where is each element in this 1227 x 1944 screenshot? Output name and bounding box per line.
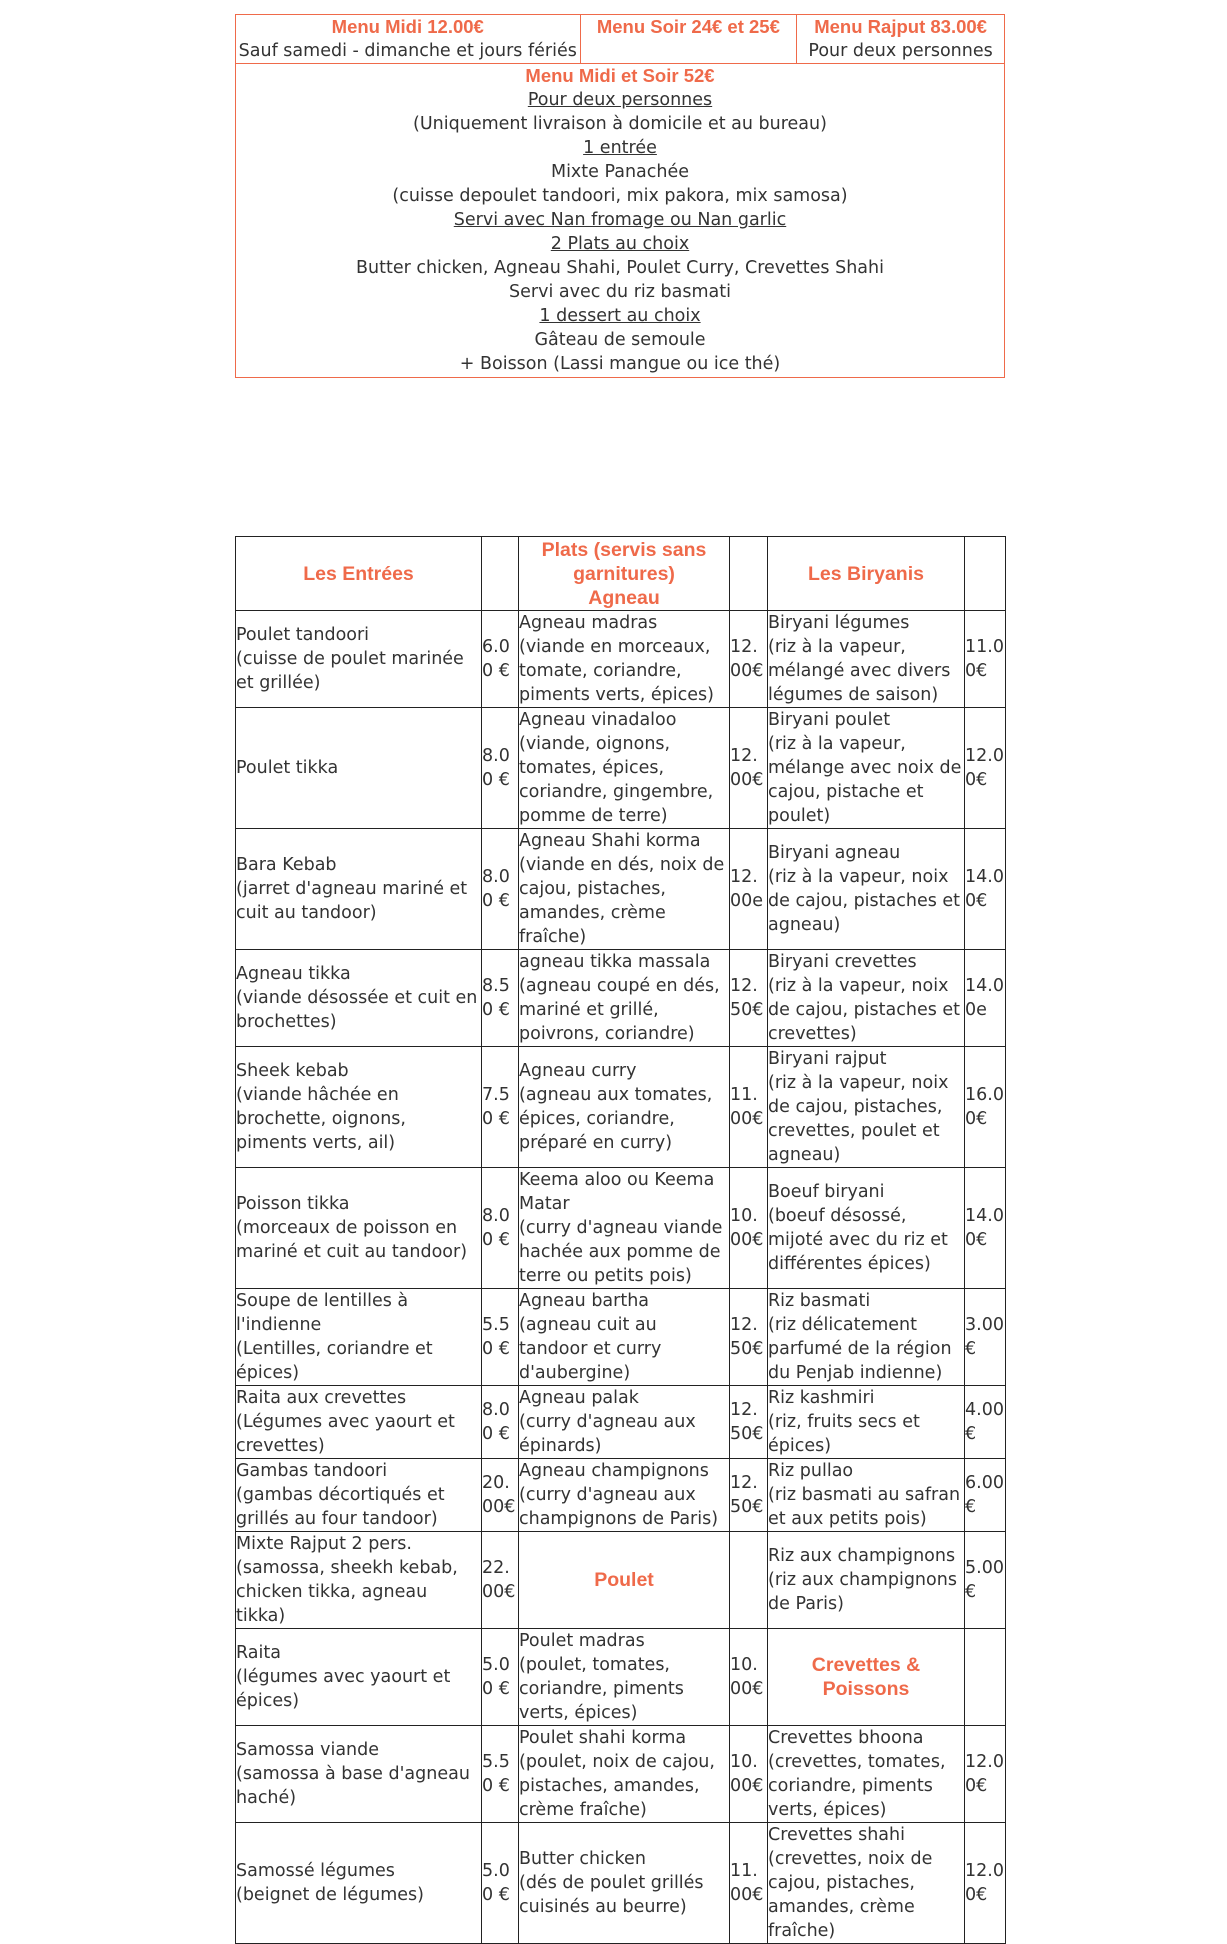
carte-body (236, 537, 1006, 1944)
plat-item (519, 1823, 730, 1944)
biryani-item (768, 1726, 965, 1823)
entree-price (482, 1823, 519, 1944)
plat-price-line: 10.00€ (730, 1206, 764, 1250)
menu-midi-soir-line: 1 dessert au choix (539, 306, 701, 326)
entree-item (236, 1629, 482, 1726)
carte-row (236, 1532, 1006, 1629)
plat-item-line: (poulet, tomates, coriandre, piments verts, épices) (519, 1655, 684, 1723)
plat-price-line: 12.50€ (730, 1473, 764, 1517)
carte-row (236, 950, 1006, 1047)
menu-midi-soir-line: Servi avec Nan fromage ou Nan garlic (453, 210, 787, 230)
entree-price (482, 1047, 519, 1168)
biryani-item (768, 1459, 965, 1532)
entree-item (236, 1168, 482, 1289)
biryani-price-line: 3.00 € (965, 1315, 1004, 1359)
plat-item-line: Keema aloo ou Keema Matar (519, 1170, 715, 1214)
biryani-item (768, 829, 965, 950)
entree-price (482, 1289, 519, 1386)
plat-price (730, 611, 768, 708)
biryani-item-line: (riz à la vapeur, mélangé avec divers légumes de saison) (768, 637, 951, 705)
section-agneau: Agneau (588, 586, 660, 609)
plat-item-line: (dés de poulet grillés cuisinés au beurre) (519, 1873, 704, 1917)
carte-row (236, 1289, 1006, 1386)
biryani-item-line: (riz à la vapeur, noix de cajou, pistaches, crevettes, poulet et agneau) (768, 1073, 949, 1165)
carte-row (236, 1823, 1006, 1944)
plat-price (730, 1823, 768, 1944)
entree-item-line: (samossa à base d'agneau haché) (236, 1764, 470, 1808)
carte-row (236, 708, 1006, 829)
plat-item (519, 1386, 730, 1459)
menu-soir-title: Menu Soir 24€ et 25€ (596, 16, 780, 37)
entree-price (482, 1386, 519, 1459)
entree-price-line: 5.00 € (482, 1655, 510, 1699)
entree-price (482, 950, 519, 1047)
entree-item-line: (viande désossée et cuit en brochettes) (236, 988, 478, 1032)
plat-price (730, 1532, 768, 1629)
plat-item (519, 1459, 730, 1532)
biryani-item-line: Riz pullao (768, 1461, 854, 1481)
entree-item-line: Agneau tikka (236, 964, 351, 984)
entree-item-line: Soupe de lentilles à l'indienne (236, 1291, 409, 1335)
carte-row (236, 829, 1006, 950)
entree-item-line: Sheek kebab (236, 1061, 349, 1081)
entree-item (236, 1532, 482, 1629)
biryani-item-line: (boeuf désossé, mijoté avec du riz et différentes épices) (768, 1206, 948, 1274)
biryani-item-line: (crevettes, tomates, coriandre, piments verts, épices) (768, 1752, 946, 1820)
menu-midi-title: Menu Midi 12.00€ (331, 16, 484, 37)
empty-cell (482, 537, 519, 611)
biryani-item-line: Biryani rajput (768, 1049, 887, 1069)
menu-rajput-title: Menu Rajput 83.00€ (814, 16, 987, 37)
plat-item-line: (poulet, noix de cajou, pistaches, amandes, crème fraîche) (519, 1752, 715, 1820)
menu-midi-soir-line: Butter chicken, Agneau Shahi, Poulet Curry, Crevettes Shahi (356, 258, 884, 278)
biryani-item-line: (riz à la vapeur, mélange avec noix de cajou, pistache et poulet) (768, 734, 962, 826)
plat-price-line: 12.00€ (730, 637, 764, 681)
biryani-item-line: (crevettes, noix de cajou, pistaches, amandes, crème fraîche) (768, 1849, 933, 1941)
plat-item (519, 1629, 730, 1726)
entree-item (236, 1459, 482, 1532)
biryani-price (965, 1386, 1006, 1459)
entree-item-line: Bara Kebab (236, 855, 337, 875)
plat-price (730, 708, 768, 829)
menu-midi-soir-line: (Uniquement livraison à domicile et au bureau) (413, 114, 827, 134)
carte-row (236, 1629, 1006, 1726)
plat-price-line: 10.00€ (730, 1752, 764, 1796)
entree-item (236, 1823, 482, 1944)
plat-item-line: Agneau champignons (519, 1461, 709, 1481)
biryani-price (965, 1289, 1006, 1386)
carte-row (236, 1168, 1006, 1289)
entree-item-line: Raita aux crevettes (236, 1388, 407, 1408)
carte-header-row (236, 537, 1006, 611)
biryani-item (768, 950, 965, 1047)
carte-row (236, 1386, 1006, 1459)
biryani-price-line: 5.00 € (965, 1558, 1004, 1602)
entree-price (482, 1726, 519, 1823)
entree-price-line: 22.00€ (482, 1558, 516, 1602)
entree-item (236, 1047, 482, 1168)
plat-item-line: Agneau Shahi korma (519, 831, 701, 851)
plat-item (519, 829, 730, 950)
entree-price-line: 5.50 € (482, 1315, 510, 1359)
entree-item-line: (légumes avec yaourt et épices) (236, 1667, 451, 1711)
entree-item-line: Poulet tandoori (236, 625, 370, 645)
entree-price (482, 1459, 519, 1532)
entree-price-line: 8.50 € (482, 976, 510, 1020)
biryani-item-line: Riz kashmiri (768, 1388, 875, 1408)
biryani-item-line: Biryani légumes (768, 613, 910, 633)
biryani-item (768, 611, 965, 708)
biryani-price (965, 1823, 1006, 1944)
biryani-item-line: Crevettes shahi (768, 1825, 905, 1845)
plat-item-line: (viande, oignons, tomates, épices, coriandre, gingembre, pomme de terre) (519, 734, 714, 826)
entree-item-line: (Lentilles, coriandre et épices) (236, 1339, 433, 1383)
plat-price (730, 950, 768, 1047)
entree-item (236, 1386, 482, 1459)
entree-price-line: 20.00€ (482, 1473, 516, 1517)
biryani-price (965, 1459, 1006, 1532)
biryani-item (768, 1386, 965, 1459)
menu-midi-soir-cell (236, 64, 1005, 378)
entree-price-line: 7.50 € (482, 1085, 510, 1129)
entree-item-line: (Légumes avec yaourt et crevettes) (236, 1412, 455, 1456)
biryani-price-line: 12.00€ (965, 746, 1004, 790)
biryani-price-line: 6.00 € (965, 1473, 1004, 1517)
plat-item-line: Poulet shahi korma (519, 1728, 687, 1748)
menu-midi-sub: Sauf samedi - dimanche et jours fériés (238, 41, 577, 61)
biryani-price (965, 1629, 1006, 1726)
plat-item-line: Agneau madras (519, 613, 658, 633)
section-plats (519, 537, 730, 611)
entree-item-line: (beignet de légumes) (236, 1885, 424, 1905)
menu-rajput-sub: Pour deux personnes (808, 41, 993, 61)
plat-price-line: 12.00€ (730, 746, 764, 790)
entree-item (236, 611, 482, 708)
plat-price (730, 829, 768, 950)
entree-price (482, 1168, 519, 1289)
plat-item (519, 1289, 730, 1386)
entree-item (236, 1726, 482, 1823)
plat-price-line: 12.00e (730, 867, 764, 911)
plat-price (730, 1386, 768, 1459)
section-poulet-line: Poulet (594, 1569, 654, 1591)
plat-item-line: (viande en morceaux, tomate, coriandre, piments verts, épices) (519, 637, 714, 705)
entree-item-line: (gambas décortiqués et grillés au four tandoor) (236, 1485, 445, 1529)
entree-item (236, 708, 482, 829)
section-entrees: Les Entrées (236, 537, 482, 611)
biryani-item (768, 708, 965, 829)
biryani-item-line: (riz aux champignons de Paris) (768, 1570, 957, 1614)
biryani-item (768, 1823, 965, 1944)
plat-item (519, 950, 730, 1047)
entree-price-line: 8.00 € (482, 867, 510, 911)
plat-price (730, 1726, 768, 1823)
biryani-price-line: 4.00 € (965, 1400, 1004, 1444)
plat-price-line: 10.00€ (730, 1655, 764, 1699)
biryani-price-line: 14.00€ (965, 867, 1004, 911)
plat-price (730, 1459, 768, 1532)
menu-midi-soir-line: 1 entrée (583, 138, 657, 158)
entree-price-line: 6.00 € (482, 637, 510, 681)
entree-price-line: 8.00 € (482, 746, 510, 790)
section-poulet (519, 1532, 730, 1629)
biryani-price (965, 1532, 1006, 1629)
plat-item-line: (curry d'agneau viande hachée aux pomme de terre ou petits pois) (519, 1218, 723, 1286)
section-crevettes-poissons (768, 1629, 965, 1726)
plat-price-line: 11.00€ (730, 1085, 764, 1129)
plat-item-line: (agneau coupé en dés, mariné et grillé, poivrons, coriandre) (519, 976, 720, 1044)
section-crevettes-poissons-line: Crevettes & Poissons (811, 1654, 921, 1700)
menu-midi-soir-line: Pour deux personnes (527, 90, 713, 110)
biryani-item-line: (riz à la vapeur, noix de cajou, pistaches et agneau) (768, 867, 961, 935)
plat-price (730, 1047, 768, 1168)
plat-item-line: Agneau curry (519, 1061, 637, 1081)
biryani-price-line: 14.00€ (965, 1206, 1004, 1250)
plat-price (730, 1168, 768, 1289)
entree-price-line: 8.00 € (482, 1400, 510, 1444)
plat-price-line: 12.50€ (730, 976, 764, 1020)
entree-price-line: 5.00 € (482, 1861, 510, 1905)
biryani-item-line: Riz aux champignons (768, 1546, 956, 1566)
plat-item-line: (agneau aux tomates, épices, coriandre, préparé en curry) (519, 1085, 713, 1153)
biryani-item-line: Biryani agneau (768, 843, 901, 863)
entree-item-line: Samossé légumes (236, 1861, 395, 1881)
biryani-price (965, 708, 1006, 829)
entree-item-line: Raita (236, 1643, 281, 1663)
biryani-item-line: Riz basmati (768, 1291, 871, 1311)
plat-item-line: Agneau palak (519, 1388, 639, 1408)
biryani-price-line: 12.00€ (965, 1861, 1004, 1905)
menu-midi-soir-line: Mixte Panachée (550, 162, 690, 182)
plat-price (730, 1629, 768, 1726)
plat-item-line: Agneau vinadaloo (519, 710, 677, 730)
entree-item-line: (viande hâchée en brochette, oignons, piments verts, ail) (236, 1085, 406, 1153)
biryani-price (965, 950, 1006, 1047)
plat-item (519, 1726, 730, 1823)
biryani-price-line: 12.00€ (965, 1752, 1004, 1796)
menu-midi-soir-title: Menu Midi et Soir 52€ (525, 65, 715, 86)
menu-midi-soir-line: Servi avec du riz basmati (509, 282, 731, 302)
entree-item (236, 829, 482, 950)
biryani-item-line: Crevettes bhoona (768, 1728, 924, 1748)
plat-item-line: Agneau bartha (519, 1291, 650, 1311)
entree-price (482, 611, 519, 708)
entree-item-line: Gambas tandoori (236, 1461, 388, 1481)
plat-item-line: (curry d'agneau aux épinards) (519, 1412, 696, 1456)
carte-table (235, 536, 1006, 1944)
menu-midi-soir-line: + Boisson (Lassi mangue ou ice thé) (459, 354, 781, 374)
biryani-price (965, 829, 1006, 950)
biryani-item (768, 1047, 965, 1168)
plat-item (519, 1047, 730, 1168)
carte-row (236, 1726, 1006, 1823)
carte-row (236, 1459, 1006, 1532)
entree-item-line: (samossa, sheekh kebab, chicken tikka, agneau tikka) (236, 1558, 458, 1626)
biryani-item (768, 1289, 965, 1386)
plat-item-line: (viande en dés, noix de cajou, pistaches, amandes, crème fraîche) (519, 855, 725, 947)
plat-price-line: 12.50€ (730, 1315, 764, 1359)
biryani-price (965, 1168, 1006, 1289)
entree-item-line: (morceaux de poisson en mariné et cuit au tandoor) (236, 1218, 468, 1262)
entree-item (236, 950, 482, 1047)
biryani-price-line: 14.00e (965, 976, 1004, 1020)
empty-cell (730, 537, 768, 611)
biryani-price-line: 11.00€ (965, 637, 1004, 681)
menu-rajput-cell (797, 15, 1005, 64)
menu-midi-soir-line: (cuisse depoulet tandoori, mix pakora, mix samosa) (392, 186, 848, 206)
carte-row (236, 611, 1006, 708)
entree-price (482, 829, 519, 950)
biryani-item-line: (riz basmati au safran et aux petits pois) (768, 1485, 961, 1529)
entree-price (482, 1629, 519, 1726)
plat-item (519, 1168, 730, 1289)
entree-item-line: (jarret d'agneau mariné et cuit au tandoor) (236, 879, 468, 923)
entree-price-line: 8.00 € (482, 1206, 510, 1250)
biryani-price (965, 1726, 1006, 1823)
menu-midi-soir-line: 2 Plats au choix (550, 234, 690, 254)
menu-midi-soir-line: Gâteau de semoule (534, 330, 706, 350)
section-biryanis: Les Biryanis (768, 537, 965, 611)
menu-soir-cell (580, 15, 797, 64)
entree-item-line: Mixte Rajput 2 pers. (236, 1534, 412, 1554)
biryani-item (768, 1168, 965, 1289)
entree-item-line: (cuisse de poulet marinée et grillée) (236, 649, 464, 693)
menus-table (235, 14, 1005, 378)
biryani-item-line: Biryani poulet (768, 710, 891, 730)
biryani-item-line: Biryani crevettes (768, 952, 917, 972)
entree-item (236, 1289, 482, 1386)
section-plats-title: Plats (servis sans garnitures) (541, 538, 707, 585)
plat-item-line: Poulet madras (519, 1631, 645, 1651)
plat-price-line: 11.00€ (730, 1861, 764, 1905)
plat-item-line: Butter chicken (519, 1849, 646, 1869)
entree-item-line: Samossa viande (236, 1740, 380, 1760)
plat-item-line: agneau tikka massala (519, 952, 711, 972)
biryani-item-line: Boeuf biryani (768, 1182, 885, 1202)
biryani-item-line: (riz délicatement parfumé de la région du Penjab indienne) (768, 1315, 952, 1383)
plat-price-line: 12.50€ (730, 1400, 764, 1444)
biryani-item-line: (riz, fruits secs et épices) (768, 1412, 920, 1456)
biryani-price (965, 1047, 1006, 1168)
plat-item-line: (agneau cuit au tandoor et curry d'aubergine) (519, 1315, 662, 1383)
entree-price-line: 5.50 € (482, 1752, 510, 1796)
entree-price (482, 1532, 519, 1629)
biryani-item (768, 1532, 965, 1629)
entree-item-line: Poisson tikka (236, 1194, 350, 1214)
plat-item (519, 611, 730, 708)
biryani-item-line: (riz à la vapeur, noix de cajou, pistaches et crevettes) (768, 976, 961, 1044)
menu-midi-soir-lines (238, 88, 1002, 376)
menu-midi-cell (236, 15, 581, 64)
plat-price (730, 1289, 768, 1386)
entree-item-line: Poulet tikka (236, 758, 339, 778)
carte-row (236, 1047, 1006, 1168)
entree-price (482, 708, 519, 829)
plat-item (519, 708, 730, 829)
biryani-price-line: 16.00€ (965, 1085, 1004, 1129)
plat-item-line: (curry d'agneau aux champignons de Paris) (519, 1485, 719, 1529)
biryani-price (965, 611, 1006, 708)
empty-cell (965, 537, 1006, 611)
